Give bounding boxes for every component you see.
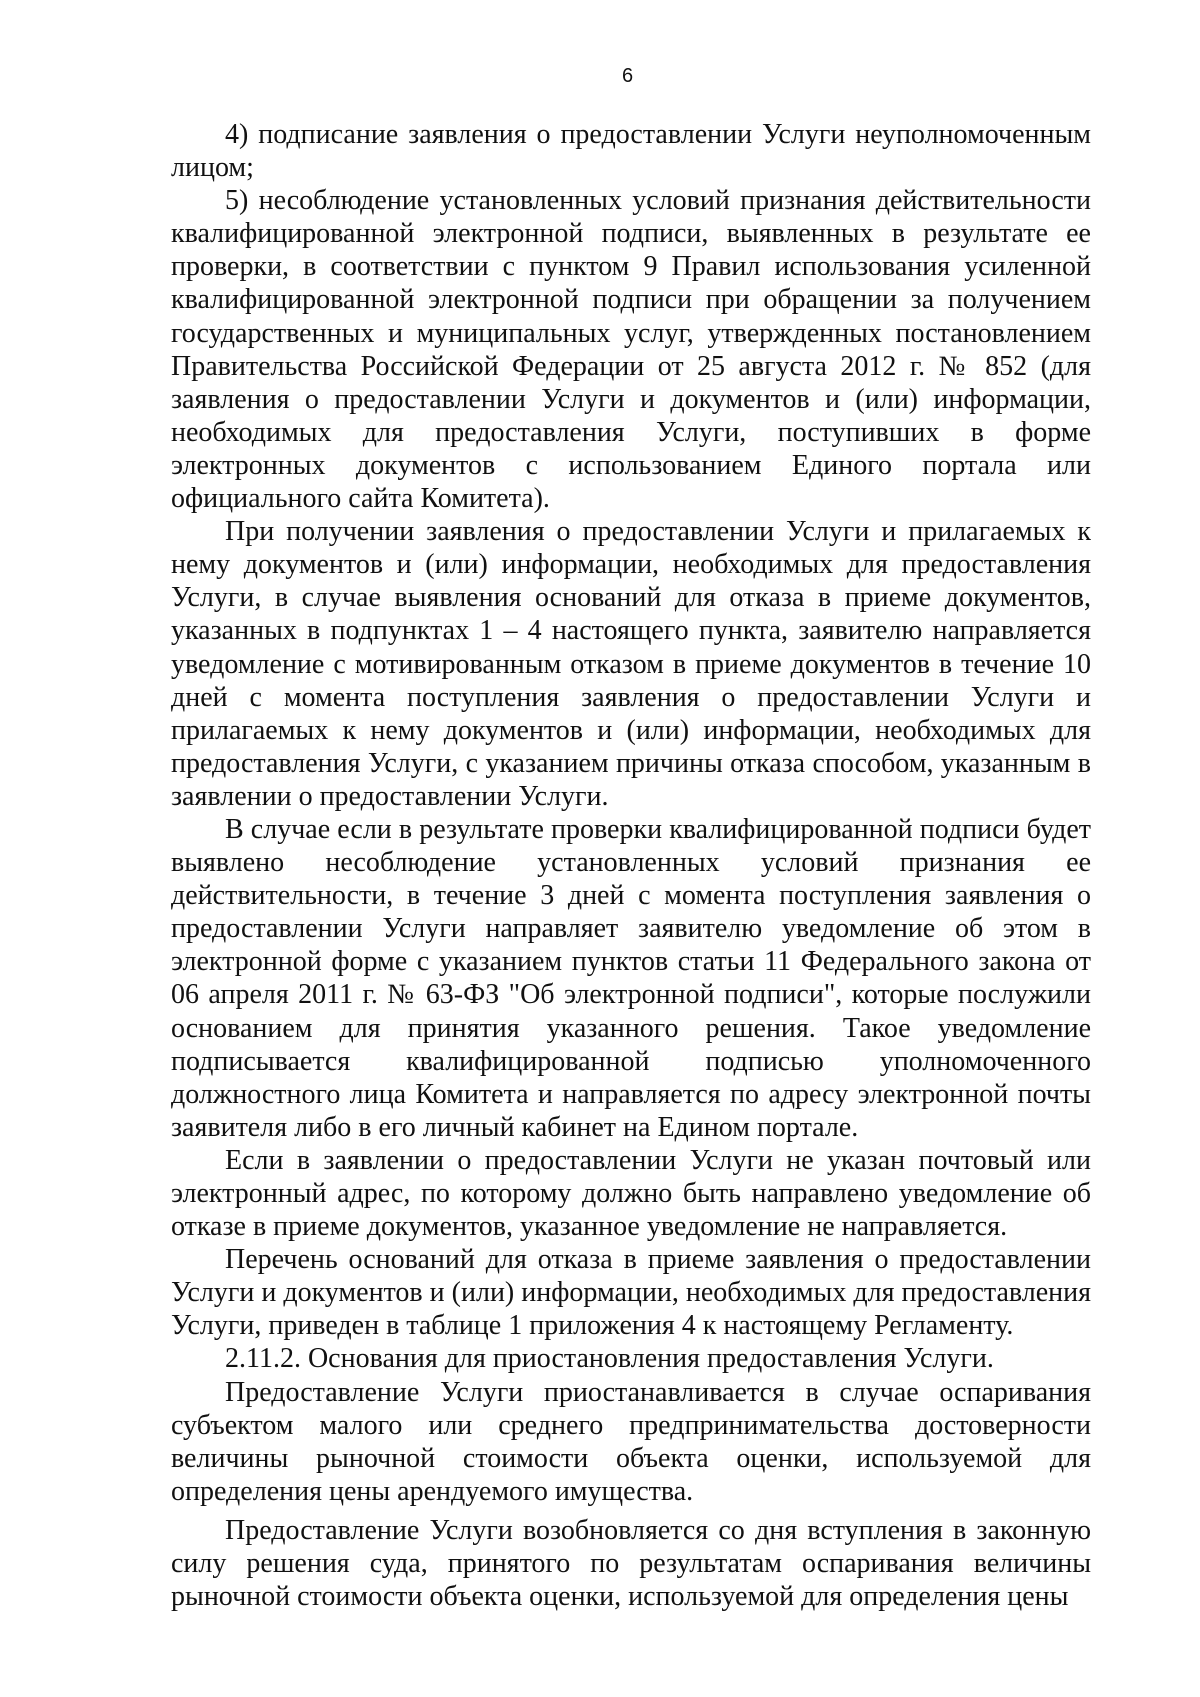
paragraph-signature-check: В случае если в результате проверки квалифицированной подписи будет выявлено несоблюдение установленных условий признания ее действительности, в течение 3 дней с момента поступления заявления о предоставлении Услуги направляет заявителю уведомление об этом в электронной форме с указанием пунктов статьи 11 Федерального закона от 06 апреля 2011 г. № 63-ФЗ "Об электронной подписи", которые послужили основанием для принятия указанного решения. Такое уведомление подписывается квалифицированной подписью уполномоченного должностного лица Комитета и направляется по адресу электронной почты заявителя либо в его личный кабинет на Едином портале. — [171, 813, 1091, 1143]
paragraph-item-4: 4) подписание заявления о предоставлении Услуги неуполномоченным лицом; — [171, 119, 1091, 184]
paragraph-suspension: Предоставление Услуги приостанавливается в случае оспаривания субъектом малого или среднего предпринимательства достоверности величины рыночной стоимости объекта оценки, используемой для определения цены арендуемого имущества. — [171, 1376, 1091, 1507]
paragraph-item-5: 5) несоблюдение установленных условий признания действительности квалифицированной электронной подписи, выявленных в результате ее проверки, в соответствии с пунктом 9 Правил использования усиленной квалифицированной электронной подписи при обращении за получением государственных и муниципальных услуг, утвержденных постановлением Правительства Российской Федерации от 25 августа 2012 г. № 852 (для заявления о предоставлении Услуги и документов и (или) информации, необходимых для предоставления Услуги, поступивших в форме электронных документов с использованием Единого портала или официального сайта Комитета). — [171, 185, 1091, 515]
paragraph-no-address: Если в заявлении о предоставлении Услуги не указан почтовый или электронный адрес, по которому должно быть направлено уведомление об отказе в приеме документов, указанное уведомление не направляется. — [171, 1144, 1091, 1243]
paragraph-refusal-notice: При получении заявления о предоставлении Услуги и прилагаемых к нему документов и (или) информации, необходимых для предоставления Услуги, в случае выявления оснований для отказа в приеме документов, указанных в подпунктах 1 – 4 настоящего пункта, заявителю направляется уведомление с мотивированным отказом в приеме документов в течение 10 дней с момента поступления заявления о предоставлении Услуги и прилагаемых к нему документов и (или) информации, необходимых для предоставления Услуги, с указанием причины отказа способом, указанным в заявлении о предоставлении Услуги. — [171, 516, 1091, 812]
paragraph-refusal-list: Перечень оснований для отказа в приеме заявления о предоставлении Услуги и документов и (или) информации, необходимых для предоставления Услуги, приведен в таблице 1 приложения 4 к настоящему Регламенту. — [171, 1244, 1091, 1342]
section-heading-2-11-2: 2.11.2. Основания для приостановления предоставления Услуги. — [225, 1343, 994, 1375]
page-number: 6 — [621, 65, 634, 87]
document-body — [171, 118, 1091, 1613]
paragraph-resumption: Предоставление Услуги возобновляется со дня вступления в законную силу решения суда, принятого по результатам оспаривания величины рыночной стоимости объекта оценки, используемой для определения цены — [171, 1514, 1091, 1613]
